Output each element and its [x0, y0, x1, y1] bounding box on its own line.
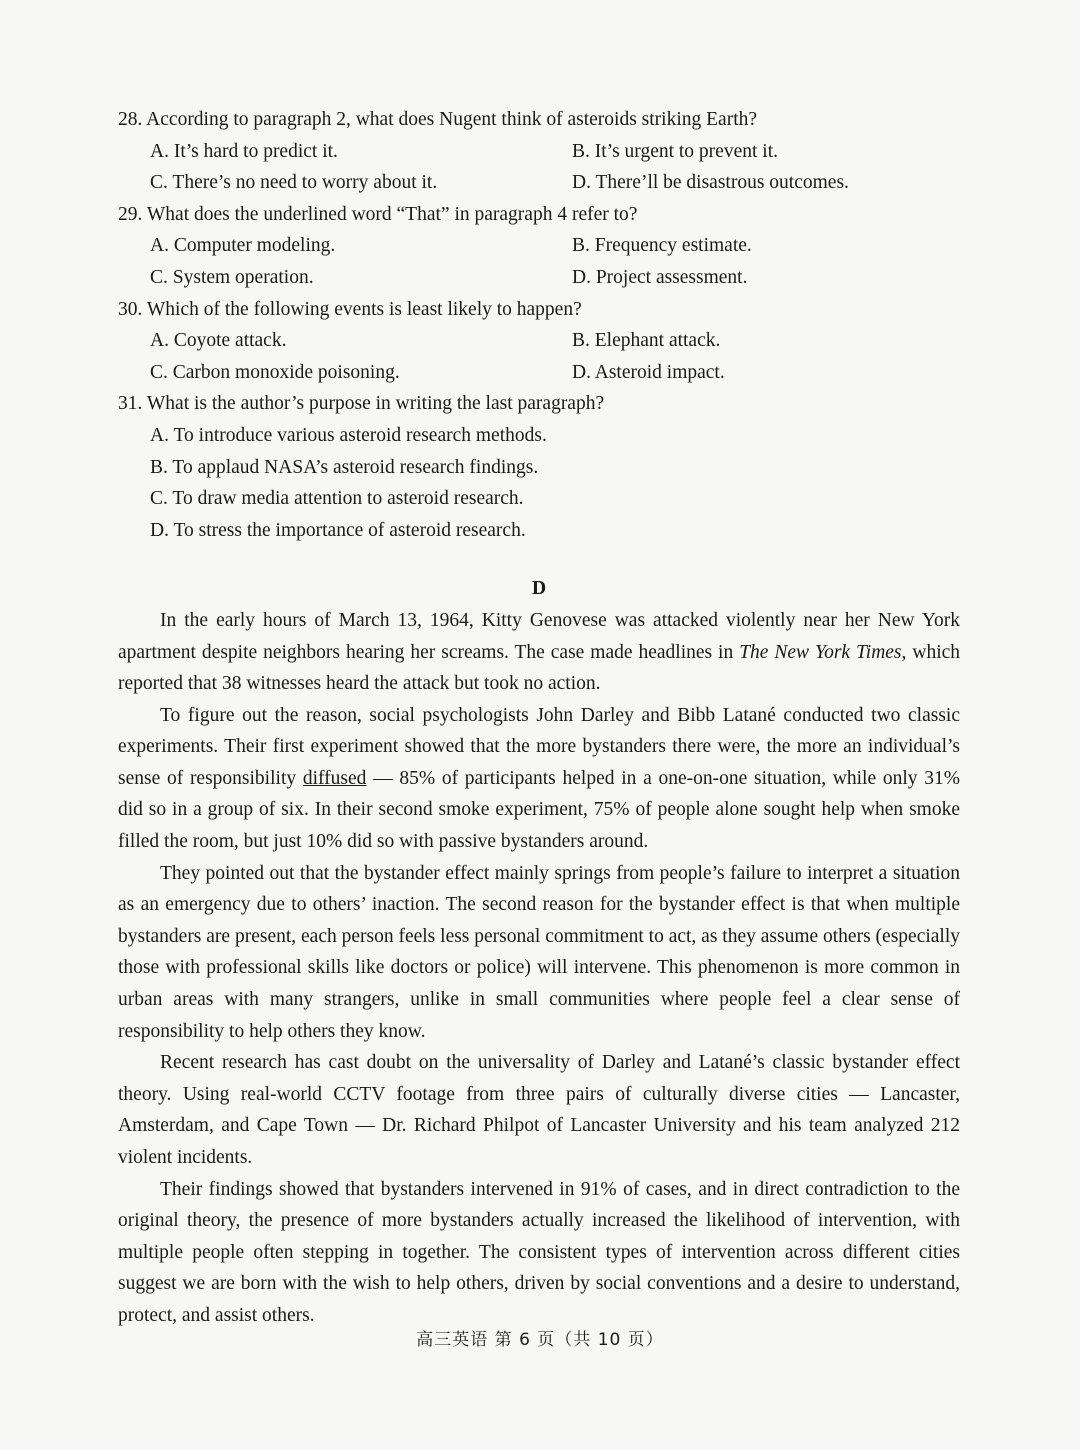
question-stem: 31. What is the author’s purpose in writing the last paragraph? [118, 393, 605, 415]
option-c: C. There’s no need to worry about it. [150, 172, 438, 194]
exam-page [118, 104, 960, 1332]
option-a: A. Coyote attack. [150, 330, 287, 352]
option-a: A. It’s hard to predict it. [150, 140, 338, 162]
question-28 [118, 104, 960, 199]
option-d: D. There’ll be disastrous outcomes. [572, 172, 849, 194]
question-31 [118, 388, 960, 546]
option-c: C. Carbon monoxide poisoning. [150, 361, 400, 383]
paragraph-1: In the early hours of March 13, 1964, Kitty Genovese was attacked violently near her New York apartment despite neighbors hearing her screams. The case made headlines in The New York Times, which reported that 38 witnesses heard the attack but took no action. [118, 609, 961, 695]
question-stem: 30. Which of the following events is least likely to happen? [118, 298, 582, 320]
option-c: C. System operation. [150, 266, 314, 288]
question-30 [118, 294, 960, 389]
option-c: C. To draw media attention to asteroid research. [150, 488, 524, 510]
option-b: B. To applaud NASA’s asteroid research findings. [150, 456, 539, 478]
option-a: A. Computer modeling. [150, 235, 336, 257]
paragraph-3: They pointed out that the bystander effect mainly springs from people’s failure to interpret a situation as an emergency due to others’ inaction. The second reason for the bystander effect is that when multiple bystanders are present, each person feels less personal commitment to act, as they assume others (especially those with professional skills like doctors or police) will intervene. This phenomenon is more common in urban areas with many strangers, unlike in small communities where people feel a clear sense of responsibility to help others they know. [118, 862, 961, 1042]
paragraph-2: To figure out the reason, social psychologists John Darley and Bibb Latané conducted two classic experiments. Their first experiment showed that the more bystanders there were, the more an individual’s sense of responsibility diffused — 85% of participants helped in a one-on-one situation, while only 31% did so in a group of six. In their second smoke experiment, 75% of people alone sought help when smoke filled the room, but just 10% did so with passive bystanders around. [118, 704, 960, 853]
question-stem: 28. According to paragraph 2, what does Nugent think of asteroids striking Earth? [118, 109, 758, 130]
option-b: B. Frequency estimate. [572, 235, 752, 257]
option-d: D. To stress the importance of asteroid research. [150, 519, 526, 541]
paragraph-4: Recent research has cast doubt on the universality of Darley and Latané’s classic bystander effect theory. Using real-world CCTV footage from three pairs of culturally diverse cities — Lancaster, Amsterdam, and Cape Town — Dr. Richard Philpot of Lancaster University and his team analyzed 212 violent incidents. [118, 1052, 960, 1168]
option-b: B. Elephant attack. [572, 330, 721, 352]
option-b: B. It’s urgent to prevent it. [572, 140, 778, 162]
paragraph-5: Their findings showed that bystanders intervened in 91% of cases, and in direct contradiction to the original theory, the presence of more bystanders actually increased the likelihood of intervention, with multiple people often stepping in together. The consistent types of intervention across different cities suggest we are born with the wish to help others, driven by social conventions and a desire to understand, protect, and assist others. [118, 1178, 960, 1326]
underlined-word: diffused [302, 767, 367, 789]
question-29 [118, 199, 960, 294]
option-d: D. Asteroid impact. [572, 361, 725, 383]
option-d: D. Project assessment. [572, 266, 748, 288]
newspaper-name: The New York Times [739, 641, 902, 663]
question-stem: 29. What does the underlined word “That” in paragraph 4 refer to? [118, 203, 638, 225]
page-footer: 高三英语 第 6 页（共 10 页） [416, 1330, 664, 1350]
section-title: D [531, 578, 547, 600]
option-a: A. To introduce various asteroid research methods. [150, 424, 547, 446]
